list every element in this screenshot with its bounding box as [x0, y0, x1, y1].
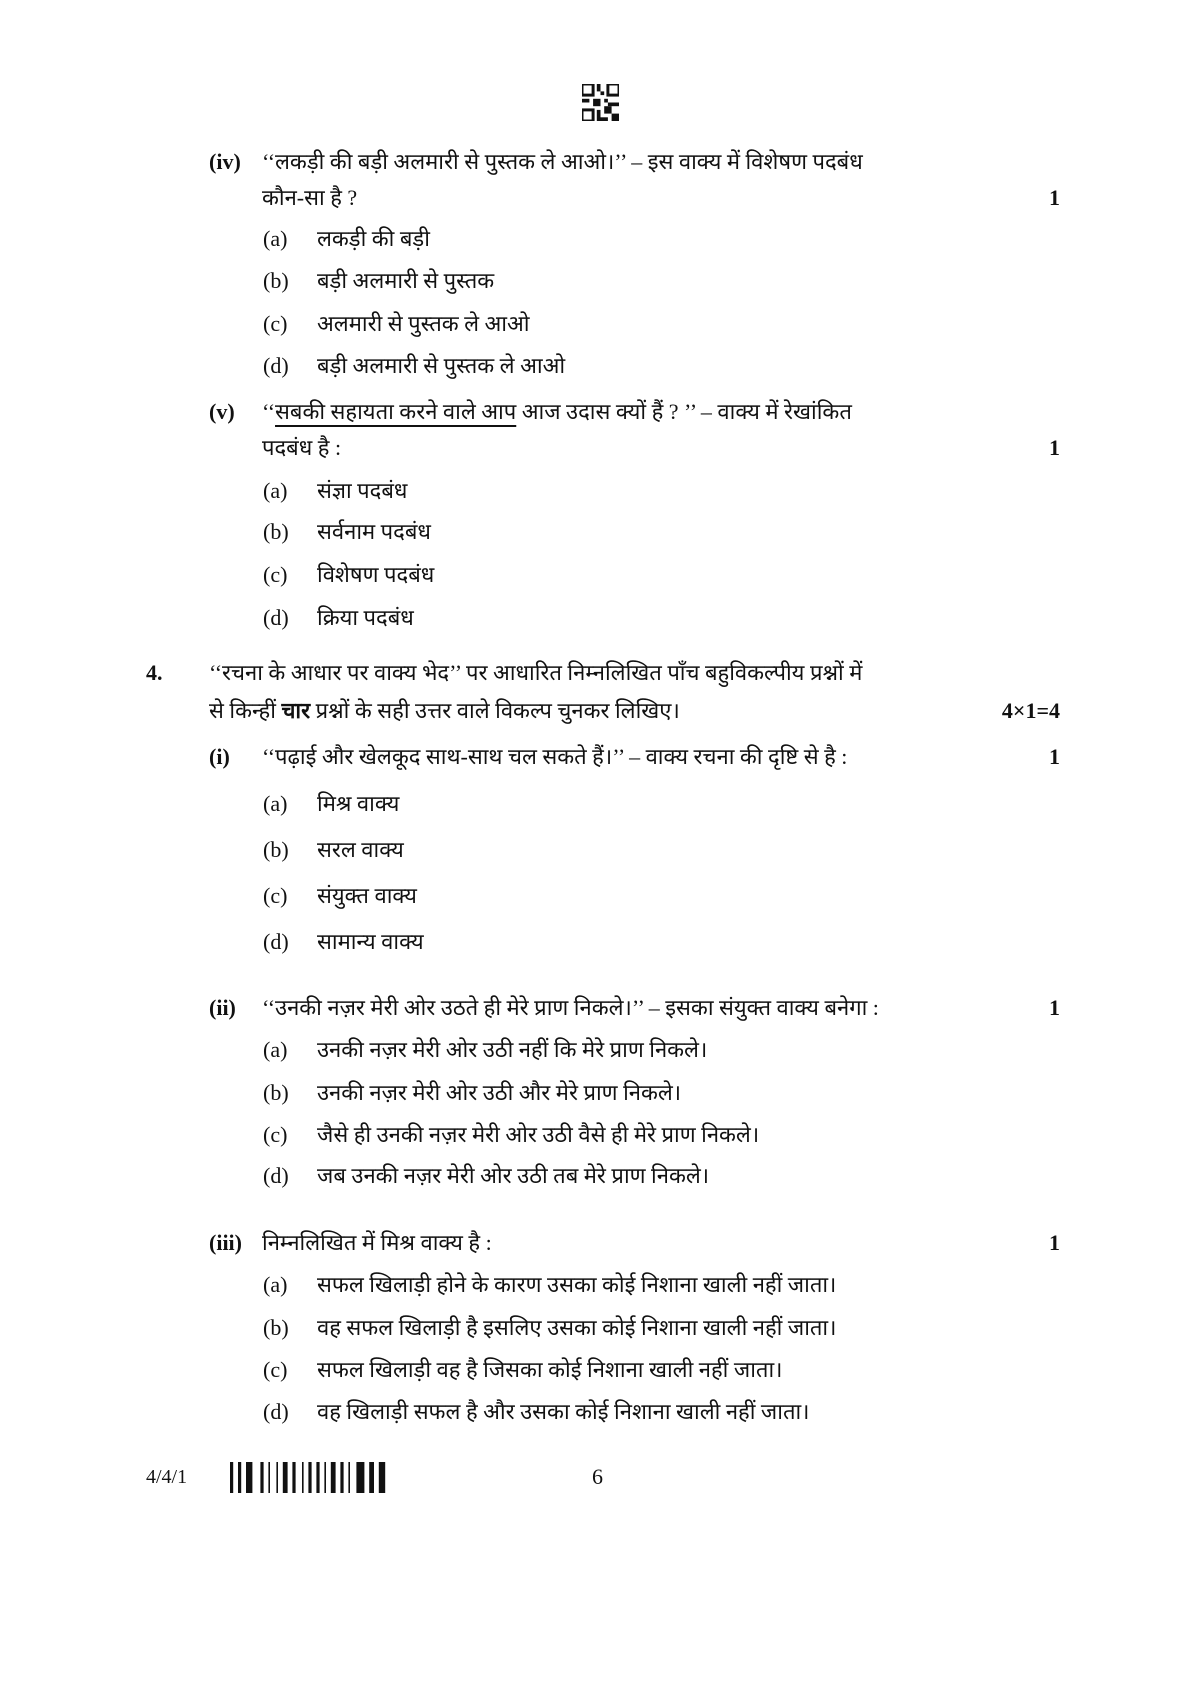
option-text: बड़ी अलमारी से पुस्तक: [317, 268, 495, 293]
option-label: (a): [263, 226, 288, 251]
barcode-bar: [324, 1462, 326, 1493]
barcode-bar: [268, 1462, 270, 1493]
option-label: (c): [263, 562, 288, 587]
question-text: ‘‘रचना के आधार पर वाक्य भेद’’ पर आधारित निम्नलिखित पाँच बहुविकल्पीय प्रश्नों में: [209, 660, 863, 685]
option-text: उनकी नज़र मेरी ओर उठी और मेरे प्राण निकले।: [317, 1080, 682, 1105]
barcode-bar: [276, 1462, 278, 1493]
option-label: (b): [263, 519, 289, 544]
quote-open: ‘‘: [262, 399, 276, 424]
option-label: (a): [263, 478, 288, 503]
text: से किन्हीं: [209, 698, 282, 723]
question-text: कौन-सा है ?: [262, 185, 358, 210]
barcode-icon: [230, 1462, 422, 1493]
option-label: (c): [263, 1122, 288, 1147]
barcode-bar: [348, 1462, 350, 1493]
marks: 1: [1049, 185, 1060, 210]
question-text: ‘‘उनकी नज़र मेरी ओर उठते ही मेरे प्राण निकले।’’ – इसका संयुक्त वाक्य बनेगा :: [262, 995, 879, 1020]
option-label: (a): [263, 1272, 288, 1297]
marks: 1: [1049, 995, 1060, 1020]
barcode-bar: [316, 1462, 319, 1493]
question-number: (v): [209, 399, 235, 424]
question-text: [209, 697, 680, 725]
option-label: (b): [263, 1080, 289, 1105]
barcode-bar: [230, 1462, 233, 1493]
option-label: (a): [263, 791, 288, 816]
question-number: (ii): [209, 995, 236, 1020]
question-number: (iii): [209, 1230, 242, 1255]
marks: 1: [1049, 744, 1060, 769]
option-text: वह सफल खिलाड़ी है इसलिए उसका कोई निशाना खाली नहीं जाता।: [317, 1315, 837, 1340]
barcode-bar: [260, 1462, 263, 1493]
barcode-bar: [379, 1462, 385, 1493]
option-label: (c): [263, 883, 288, 908]
option-text: जब उनकी नज़र मेरी ओर उठी तब मेरे प्राण निकले।: [317, 1163, 710, 1188]
marks: 1: [1049, 1230, 1060, 1255]
option-label: (d): [263, 1399, 289, 1424]
option-text: सफल खिलाड़ी होने के कारण उसका कोई निशाना खाली नहीं जाता।: [317, 1272, 837, 1297]
marks: 4×1=4: [1001, 698, 1060, 723]
option-text: वह खिलाड़ी सफल है और उसका कोई निशाना खाली नहीं जाता।: [317, 1399, 810, 1424]
option-label: (a): [263, 1037, 288, 1062]
option-label: (d): [263, 1163, 289, 1188]
option-text: लकड़ी की बड़ी: [317, 226, 430, 251]
option-text: सफल खिलाड़ी वह है जिसका कोई निशाना खाली नहीं जाता।: [317, 1357, 783, 1382]
option-text: सामान्य वाक्य: [317, 929, 424, 954]
option-label: (c): [263, 1357, 288, 1382]
barcode-bar: [331, 1462, 336, 1493]
page-number: 6: [592, 1464, 603, 1489]
option-label: (b): [263, 1315, 289, 1340]
option-text: अलमारी से पुस्तक ले आओ: [317, 311, 530, 336]
option-text: जैसे ही उनकी नज़र मेरी ओर उठी वैसे ही मेरे प्राण निकले।: [317, 1122, 760, 1147]
option-label: (b): [263, 268, 289, 293]
option-text: संज्ञा पदबंध: [317, 478, 408, 503]
option-text: बड़ी अलमारी से पुस्तक ले आओ: [317, 353, 566, 378]
option-text: क्रिया पदबंध: [317, 605, 414, 630]
barcode-bar: [283, 1462, 288, 1493]
barcode-bar: [302, 1462, 304, 1493]
question-text: [262, 398, 852, 426]
barcode-bar: [292, 1462, 295, 1493]
barcode-bar: [369, 1462, 374, 1493]
question-text: निम्नलिखित में मिश्र वाक्य है :: [262, 1230, 492, 1255]
question-number: (i): [209, 744, 230, 769]
text: प्रश्नों के सही उत्तर वाले विकल्प चुनकर लिखिए।: [310, 698, 680, 723]
question-text: पदबंध है :: [262, 435, 342, 460]
option-label: (d): [263, 605, 289, 630]
option-text: सर्वनाम पदबंध: [317, 519, 431, 544]
qr-code-icon: [582, 84, 619, 121]
question-text: ‘‘पढ़ाई और खेलकूद साथ-साथ चल सकते हैं।’’ – वाक्य रचना की दृष्टि से है :: [262, 744, 848, 769]
option-label: (b): [263, 837, 289, 862]
option-text: संयुक्त वाक्य: [317, 883, 417, 908]
barcode-bar: [238, 1462, 241, 1493]
marks: 1: [1049, 435, 1060, 460]
question-number: 4.: [146, 660, 163, 685]
question-number: (iv): [209, 149, 241, 174]
barcode-bar: [340, 1462, 343, 1493]
option-label: (d): [263, 353, 289, 378]
bold-word: चार: [281, 698, 311, 723]
question-text: ‘‘लकड़ी की बड़ी अलमारी से पुस्तक ले आओ।’’ – इस वाक्य में विशेषण पदबंध: [262, 149, 863, 174]
option-label: (d): [263, 929, 289, 954]
option-text: उनकी नज़र मेरी ओर उठी नहीं कि मेरे प्राण निकले।: [317, 1037, 708, 1062]
option-label: (c): [263, 311, 288, 336]
question-text-rest: आज उदास क्यों हैं ? ’’ – वाक्य में रेखांकित: [516, 399, 852, 424]
paper-code: 4/4/1: [146, 1466, 188, 1488]
option-text: मिश्र वाक्य: [317, 791, 400, 816]
option-text: विशेषण पदबंध: [317, 562, 435, 587]
barcode-bar: [246, 1462, 252, 1493]
option-text: सरल वाक्य: [317, 837, 404, 862]
barcode-bar: [308, 1462, 311, 1493]
barcode-bar: [356, 1462, 364, 1493]
underlined-phrase: सबकी सहायता करने वाले आप: [275, 399, 517, 424]
